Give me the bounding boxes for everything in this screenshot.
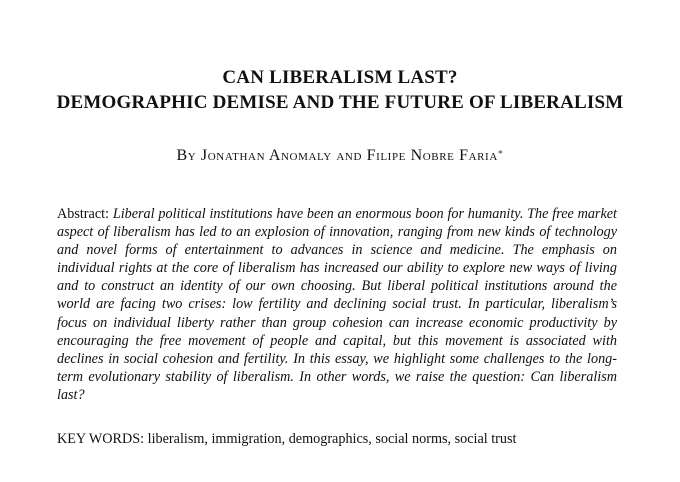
paper-title-line-2: DEMOGRAPHIC DEMISE AND THE FUTURE OF LIBERALISM [56, 92, 624, 113]
author-byline [0, 146, 680, 166]
author-names: By Jonathan Anomaly and Filipe Nobre Faria [176, 147, 498, 164]
abstract [57, 205, 617, 404]
abstract-text: Liberal political institutions have been an enormous boon for humanity. The free market aspect of liberalism has led to an explosion of innovation, ranging from new kinds of technology and novel forms of entertainment to advances in science and medicine. The emphasis on individual rights at the core of liberalism has increased our ability to explore new ways of living and to construct an identity of our own choosing. But liberal political institutions around the world are facing two crises: low fertility and declining social trust. In particular, liberalism’s focus on individual liberty rather than group cohesion can increase economic productivity by encouraging the free movement of people and capital, but this movement is associated with declines in social cohesion and fertility. In this essay, we highlight some challenges to the long-term evolutionary stability of liberalism. In other words, we raise the question: Can liberalism last? [57, 206, 617, 403]
paper-title-line-1: CAN LIBERALISM LAST? [222, 67, 458, 88]
keywords: KEY WORDS: liberalism, immigration, demographics, social norms, social trust [57, 431, 517, 447]
author-footnote-mark: * [497, 149, 504, 160]
abstract-label: Abstract: [57, 206, 113, 222]
